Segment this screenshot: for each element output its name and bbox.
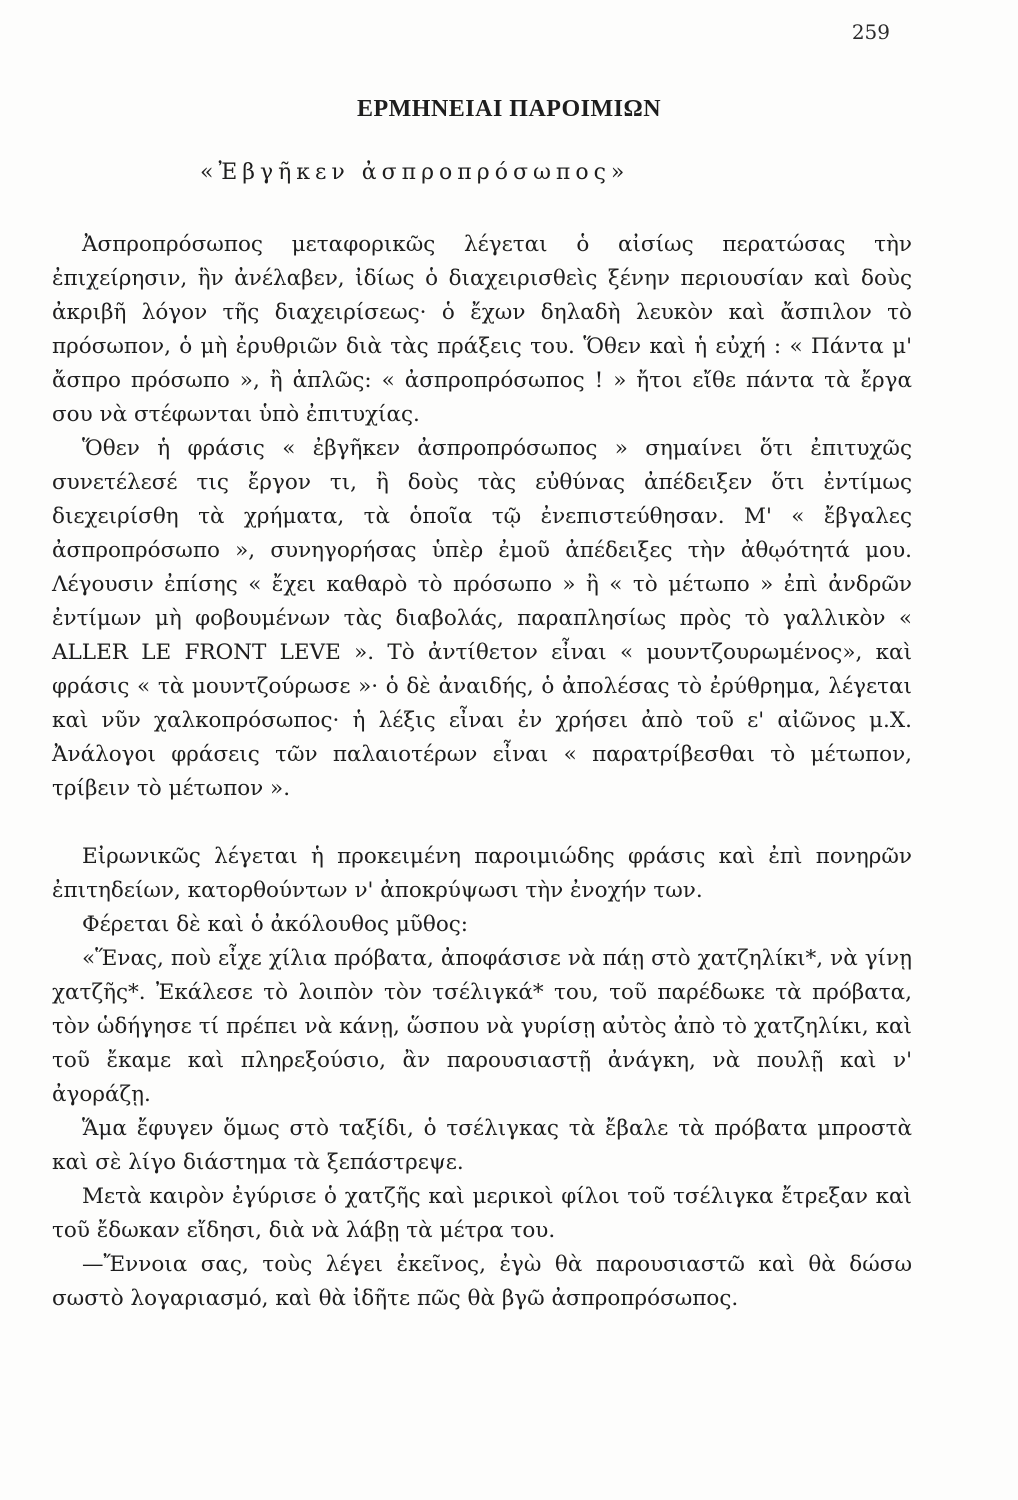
page-title: ΕΡΜΗΝΕΙΑΙ ΠΑΡΟΙΜΙΩΝ (356, 96, 662, 122)
paragraph-ironic-use: Εἰρωνικῶς λέγεται ἡ προκειμένη παροιμιώδης φράσις καὶ ἐπὶ πονηρῶν ἐπιτηδείων, κατορθούντων ν' ἀποκρύψωσι τὴν ἐνοχήν των. (52, 844, 912, 903)
page-number: 259 (851, 20, 890, 44)
paragraph-myth-1: «Ἕνας, ποὺ εἶχε χίλια πρόβατα, ἀποφάσισε νὰ πάῃ στὸ χατζηλίκι*, νὰ γίνῃ χατζῆς*. Ἐκάλεσε τὸ λοιπὸν τὸν τσέλιγκά* του, τοῦ παρέδωκε τὰ πρόβατα, τὸν ὡδήγησε τί πρέπει νὰ κάνῃ, ὥσπου νὰ γυρίσῃ αὐτὸς ἀπὸ τὸ χατζηλίκι, καὶ τοῦ ἔκαμε καὶ πληρεξούσιο, ἂν παρουσιαστῇ ἀνάγκη, νὰ πουλῇ καὶ ν' ἀγοράζῃ. (52, 946, 912, 1107)
paragraph-myth-3: Μετὰ καιρὸν ἐγύρισε ὁ χατζῆς καὶ μερικοὶ φίλοι τοῦ τσέλιγκα ἔτρεξαν καὶ τοῦ ἔδωκαν εἴδησι, διὰ νὰ λάβῃ τὰ μέτρα του. (52, 1184, 912, 1243)
paragraph-myth-4: —Ἔννοια σας, τοὺς λέγει ἐκεῖνος, ἐγὼ θὰ παρουσιαστῶ καὶ θὰ δώσω σωστὸ λογαριασμό, καὶ θὰ ἰδῆτε πῶς θὰ βγῶ ἀσπροπρόσωπος. (52, 1252, 912, 1311)
proverb-heading: «Ἐβγῆκεν ἀσπροπρόσωπος» (200, 160, 630, 185)
paragraph-myth-intro: Φέρεται δὲ καὶ ὁ ἀκόλουθος μῦθος: (82, 912, 469, 937)
paragraph-definition: Ἀσπροπρόσωπος μεταφορικῶς λέγεται ὁ αἰσίως περατώσας τὴν ἐπιχείρησιν, ἣν ἀνέλαβεν, ἰδίως ὁ διαχειρισθεὶς ξένην περιουσίαν καὶ δοὺς ἀκριβῆ λόγον τῆς διαχειρίσεως· ὁ ἔχων δηλαδὴ λευκὸν καὶ ἄσπιλον τὸ πρόσωπον, ὁ μὴ ἐρυθριῶν διὰ τὰς πράξεις του. Ὅθεν καὶ ἡ εὐχή : « Πάντα μ' ἄσπρο πρόσωπο », ἢ ἁπλῶς: « ἀσπροπρόσωπος ! » ἤτοι εἴθε πάντα τὰ ἔργα σου νὰ στέφωνται ὑπὸ ἐπιτυχίας. (52, 232, 912, 427)
paragraph-myth-2: Ἅμα ἔφυγεν ὅμως στὸ ταξίδι, ὁ τσέλιγκας τὰ ἔβαλε τὰ πρόβατα μπροστὰ καὶ σὲ λίγο διάστημα τὰ ξεπάστρεψε. (52, 1116, 912, 1175)
paragraph-meaning: Ὅθεν ἡ φράσις « ἐβγῆκεν ἀσπροπρόσωπος » σημαίνει ὅτι ἐπιτυχῶς συνετέλεσέ τις ἔργον τι, ἢ δοὺς τὰς εὐθύνας ἀπέδειξεν ὅτι ἐντίμως διεχειρίσθη τὰ χρήματα, τὰ ὁποῖα τῷ ἐνεπιστεύθησαν. Μ' « ἔβγαλες ἀσπροπρόσωπο », συνηγορήσας ὑπὲρ ἐμοῦ ἀπέδειξες τὴν ἀθῳότητά μου. Λέγουσιν ἐπίσης « ἔχει καθαρὸ τὸ πρόσωπο » ἢ « τὸ μέτωπο » ἐπὶ ἀνδρῶν ἐντίμων μὴ φοβουμένων τὰς διαβολάς, παραπλησίως πρὸς τὸ γαλλικὸν « ALLER LE FRONT LEVE ». Τὸ ἀντίθετον εἶναι « μουντζουρωμένος», καὶ φράσις « τὰ μουντζούρωσε »· ὁ δὲ ἀναιδής, ὁ ἀπολέσας τὸ ἐρύθρημα, λέγεται καὶ νῦν χαλκοπρόσωπος· ἡ λέξις εἶναι ἐν χρήσει ἀπὸ τοῦ ε' αἰῶνος μ.Χ. Ἀνάλογοι φράσεις τῶν παλαιοτέρων εἶναι « παρατρίβεσθαι τὸ μέτωπον, τρίβειν τὸ μέτωπον ». (52, 436, 912, 801)
body-text (52, 228, 912, 1316)
